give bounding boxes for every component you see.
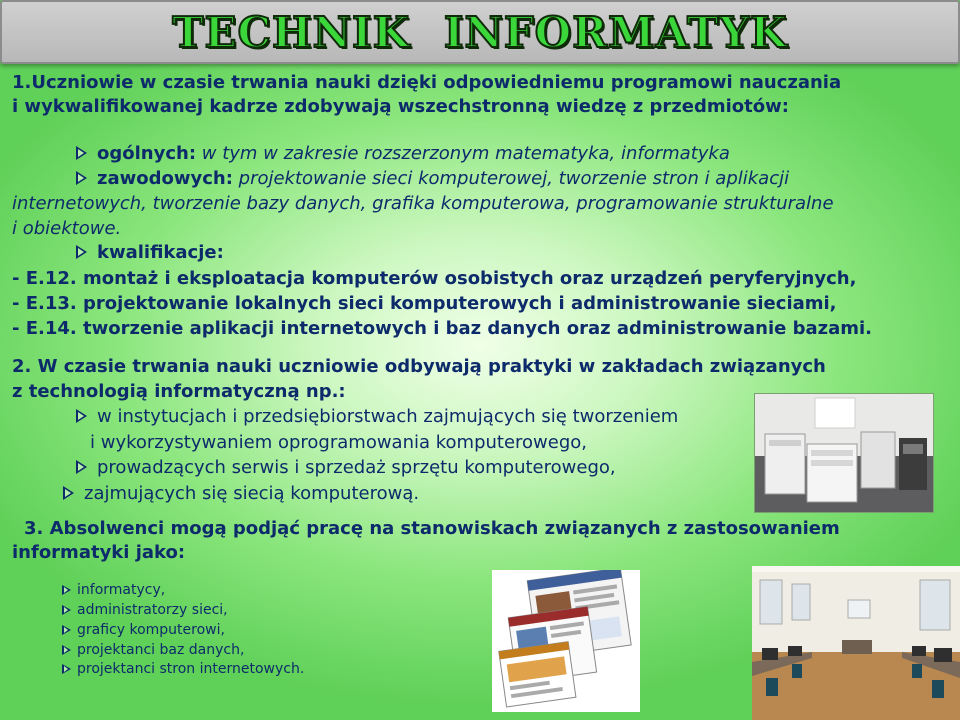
computer-lab-photo: [752, 566, 960, 720]
websites-collage-photo: [492, 570, 640, 712]
section1-intro-line1: 1.Uczniowie w czasie trwania nauki dzięki odpowiedniemu programowi nauczania: [12, 72, 842, 93]
arrow-bullet-icon: [76, 171, 87, 185]
arrow-bullet-icon: [76, 245, 87, 259]
page-title: TECHNIK INFORMATYK: [172, 8, 788, 57]
practice-item-2: [76, 457, 616, 478]
section3-heading-line1: 3. Absolwenci mogą podjąć pracę na stanowiskach związanych z zastosowaniem: [24, 518, 840, 539]
printers-illustration: [755, 394, 934, 513]
arrow-bullet-icon: [63, 486, 74, 500]
arrow-bullet-icon: [62, 605, 71, 615]
section3-heading-line2: informatyki jako:: [12, 542, 186, 563]
qualification-e12: - E.12. montaż i eksploatacja komputerów osobistych oraz urządzeń peryferyjnych,: [12, 268, 857, 289]
arrow-bullet-icon: [76, 146, 87, 160]
vocational-subjects-item: [76, 168, 789, 189]
practice-item-3-text: zajmujących się siecią komputerową.: [84, 483, 420, 504]
vocational-text-1: projektowanie sieci komputerowej, tworzenie stron i aplikacji: [232, 168, 790, 189]
practice-item-2-text: prowadzących serwis i sprzedaż sprzętu komputerowego,: [97, 457, 616, 478]
section2-heading-line1: 2. W czasie trwania nauki uczniowie odbywają praktyki w zakładach związanych: [12, 356, 826, 377]
section2-heading-line2: z technologią informatyczną np.:: [12, 381, 346, 402]
job-item: informatycy,: [62, 582, 165, 598]
job-item: graficy komputerowi,: [62, 622, 225, 638]
job-item: administratorzy sieci,: [62, 602, 228, 618]
qualification-e13: - E.13. projektowanie lokalnych sieci komputerowych i administrowanie sieciami,: [12, 293, 837, 314]
qualifications-label: kwalifikacje:: [97, 242, 224, 263]
practice-item-3: [63, 483, 419, 504]
practice-item-1-cont: i wykorzystywaniem oprogramowania komputerowego,: [90, 432, 588, 453]
arrow-bullet-icon: [62, 585, 71, 595]
section1-intro-line2: i wykwalifikowanej kadrze zdobywają wszechstronną wiedzę z przedmiotów:: [12, 96, 789, 117]
general-text: w tym w zakresie rozszerzonym matematyka, informatyka: [196, 143, 730, 164]
general-subjects-item: [76, 143, 730, 164]
job-item: projektanci baz danych,: [62, 642, 244, 658]
arrow-bullet-icon: [62, 625, 71, 635]
vocational-text-3: i obiektowe.: [12, 218, 122, 239]
arrow-bullet-icon: [62, 664, 71, 674]
arrow-bullet-icon: [62, 645, 71, 655]
practice-item-1: [76, 406, 678, 427]
vocational-label: zawodowych:: [97, 168, 233, 189]
printers-photo: [754, 393, 934, 513]
vocational-text-2: internetowych, tworzenie bazy danych, grafika komputerowa, programowanie strukturalne: [12, 193, 834, 214]
job-item: projektanci stron internetowych.: [62, 661, 304, 677]
arrow-bullet-icon: [76, 409, 87, 423]
websites-illustration: [492, 570, 640, 712]
practice-item-1-text: w instytucjach i przedsiębiorstwach zajmujących się tworzeniem: [97, 406, 679, 427]
computer-lab-illustration: [752, 566, 960, 720]
qualification-e14: - E.14. tworzenie aplikacji internetowych i baz danych oraz administrowanie bazami.: [12, 318, 873, 339]
general-label: ogólnych:: [97, 143, 197, 164]
arrow-bullet-icon: [76, 460, 87, 474]
qualifications-item: [76, 242, 224, 263]
